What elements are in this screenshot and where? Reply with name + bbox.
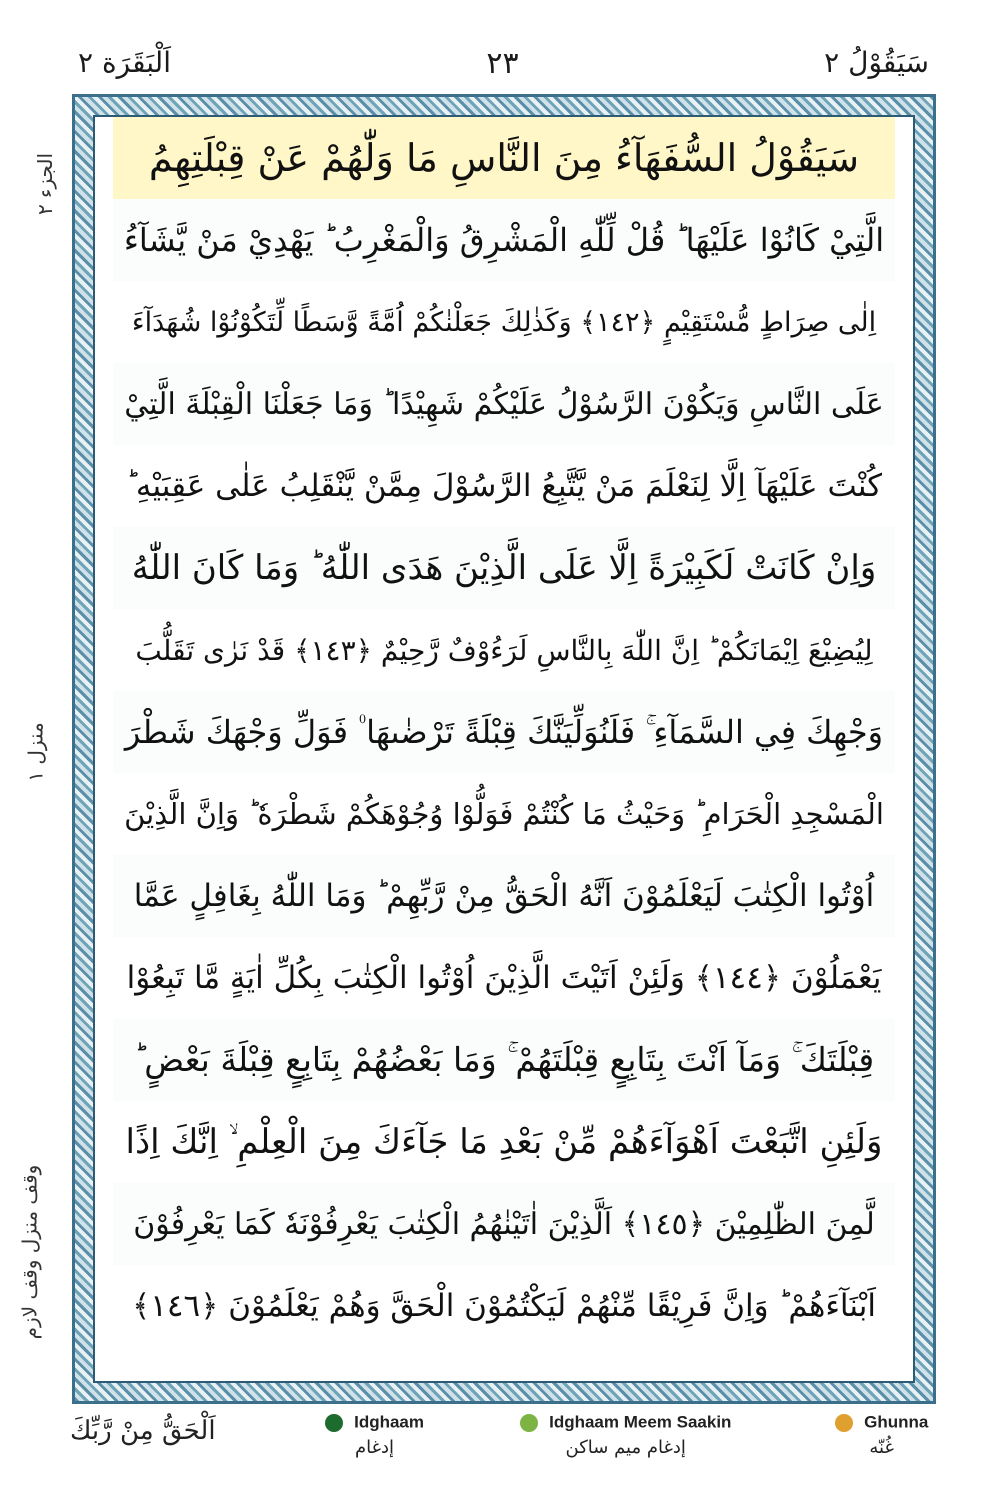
text-area — [93, 115, 915, 1383]
page-header — [70, 46, 935, 94]
verse-line-text: اِلٰى صِرَاطٍ مُّسْتَقِيْمٍ ﴿١٤٢﴾ وَكَذٰلِكَ جَعَلْنٰكُمْ اُمَّةً وَّسَطًا لِّتَكُوْنُوْا شُهَدَآءَ — [131, 306, 877, 338]
legend-color-dot — [835, 1414, 853, 1432]
verse-line-15 — [113, 1265, 895, 1347]
page-border-frame — [72, 94, 936, 1404]
catchword: اَلْحَقُّ مِنْ رَّبِّكَ — [70, 1416, 216, 1446]
legend-label-en: Ghunna — [864, 1412, 929, 1432]
legend-item-idghaam — [325, 1412, 424, 1458]
verse-line-text: لَّمِنَ الظّٰلِمِيْنَ ﴿١٤٥﴾ اَلَّذِيْنَ اٰتَيْنٰهُمُ الْكِتٰبَ يَعْرِفُوْنَهٗ كَمَا يَعْرِفُوْنَ — [133, 1206, 875, 1242]
verse-line-8 — [113, 691, 895, 774]
waqf-side-note: وقف منزل وقف لازم — [17, 1164, 42, 1340]
verse-line-text: اُوْتُوا الْكِتٰبَ لَيَعْلَمُوْنَ اَنَّهُ الْحَقُّ مِنْ رَّبِّهِمْ ؕ وَمَا اللّٰهُ بِغَافِلٍ عَمَّا — [133, 878, 875, 914]
verse-line-text: عَلَى النَّاسِ وَيَكُوْنَ الرَّسُوْلُ عَلَيْكُمْ شَهِيْدًا ؕ وَمَا جَعَلْنَا الْقِبْلَةَ الَّتِيْ — [124, 386, 884, 422]
tajweed-legend — [70, 1412, 935, 1482]
verse-line-text: كُنْتَ عَلَيْهَآ اِلَّا لِنَعْلَمَ مَنْ يَّتَّبِعُ الرَّسُوْلَ مِمَّنْ يَّنْقَلِبُ عَلٰى عَقِبَيْهِ ؕ — [125, 468, 883, 504]
legend-color-dot — [325, 1414, 343, 1432]
verse-line-13 — [113, 1101, 895, 1184]
legend-label-ar: إدغام ميم ساكن — [565, 1436, 686, 1458]
verse-line-3 — [113, 281, 895, 364]
verse-line-9 — [113, 773, 895, 856]
legend-label-ar: غُنّه — [869, 1436, 894, 1458]
legend-item-ghunna — [835, 1412, 928, 1458]
verse-line-2 — [113, 199, 895, 282]
verse-line-10 — [113, 855, 895, 938]
verse-line-text: سَيَقُوْلُ السُّفَهَآءُ مِنَ النَّاسِ مَا وَلّٰهُمْ عَنْ قِبْلَتِهِمُ — [148, 136, 860, 180]
surah-name: اَلْبَقَرَة ٢ — [78, 46, 171, 79]
verse-line-6 — [113, 527, 895, 610]
page-number: ٢٣ — [486, 46, 519, 81]
juz-name: سَيَقُوْلُ ٢ — [824, 46, 929, 79]
legend-item-idghaam-meem-saakin — [520, 1412, 731, 1458]
verse-line-5 — [113, 445, 895, 528]
verse-line-text: وَاِنْ كَانَتْ لَكَبِيْرَةً اِلَّا عَلَى الَّذِيْنَ هَدَى اللّٰهُ ؕ وَمَا كَانَ اللّٰهُ — [131, 548, 877, 588]
legend-label-en: Idghaam Meem Saakin — [549, 1412, 732, 1432]
verse-line-text: قِبْلَتَكَ ۚ وَمَآ اَنْتَ بِتَابِعٍ قِبْلَتَهُمْ ۚ وَمَا بَعْضُهُمْ بِتَابِعٍ قِبْلَةَ بَعْضٍ ؕ — [133, 1040, 875, 1079]
verse-line-text: الْمَسْجِدِ الْحَرَامِ ؕ وَحَيْثُ مَا كُنْتُمْ فَوَلُّوْا وُجُوْهَكُمْ شَطْرَهٗ ؕ وَاِنَّ الَّذِيْنَ — [124, 797, 884, 831]
verse-line-12 — [113, 1019, 895, 1102]
verse-line-14 — [113, 1183, 895, 1266]
verse-line-7 — [113, 609, 895, 692]
verse-line-11 — [113, 937, 895, 1020]
verse-line-text: الَّتِيْ كَانُوْا عَلَيْهَا ؕ قُلْ لِّلّٰهِ الْمَشْرِقُ وَالْمَغْرِبُ ؕ يَهْدِيْ مَنْ يَّشَآءُ — [123, 221, 885, 259]
legend-label-ar: إدغام — [354, 1436, 395, 1458]
verse-line-text: وَلَئِنِ اتَّبَعْتَ اَهْوَآءَهُمْ مِّنْ بَعْدِ مَا جَآءَكَ مِنَ الْعِلْمِ ۙ اِنَّكَ اِذًا — [125, 1122, 883, 1162]
verse-line-text: اَبْنَآءَهُمْ ؕ وَاِنَّ فَرِيْقًا مِّنْهُمْ لَيَكْتُمُوْنَ الْحَقَّ وَهُمْ يَعْلَمُوْنَ ﴿١٤٦﴾ — [132, 1288, 876, 1324]
verse-line-1 — [113, 117, 895, 200]
juz-side-label: الجزء ٢ — [33, 152, 58, 216]
legend-label-en: Idghaam — [354, 1412, 424, 1432]
verse-line-text: لِيُضِيْعَ اِيْمَانَكُمْ ؕ اِنَّ اللّٰهَ بِالنَّاسِ لَرَءُوْفٌ رَّحِيْمٌ ﴿١٤٣﴾ قَدْ نَرٰى تَقَلُّبَ — [135, 633, 873, 667]
legend-color-dot — [520, 1414, 538, 1432]
verse-line-4 — [113, 363, 895, 446]
verse-line-text: يَعْمَلُوْنَ ﴿١٤٤﴾ وَلَئِنْ اَتَيْتَ الَّذِيْنَ اُوْتُوا الْكِتٰبَ بِكُلِّ اٰيَةٍ مَّا تَبِعُوْا — [126, 960, 882, 996]
verse-line-text: وَجْهِكَ فِي السَّمَآءِ ۚ فَلَنُوَلِّيَنَّكَ قِبْلَةً تَرْضٰىهَا ۠ فَوَلِّ وَجْهَكَ شَطْرَ — [124, 712, 884, 751]
manzil-side-label: منزل ١ — [23, 722, 48, 782]
